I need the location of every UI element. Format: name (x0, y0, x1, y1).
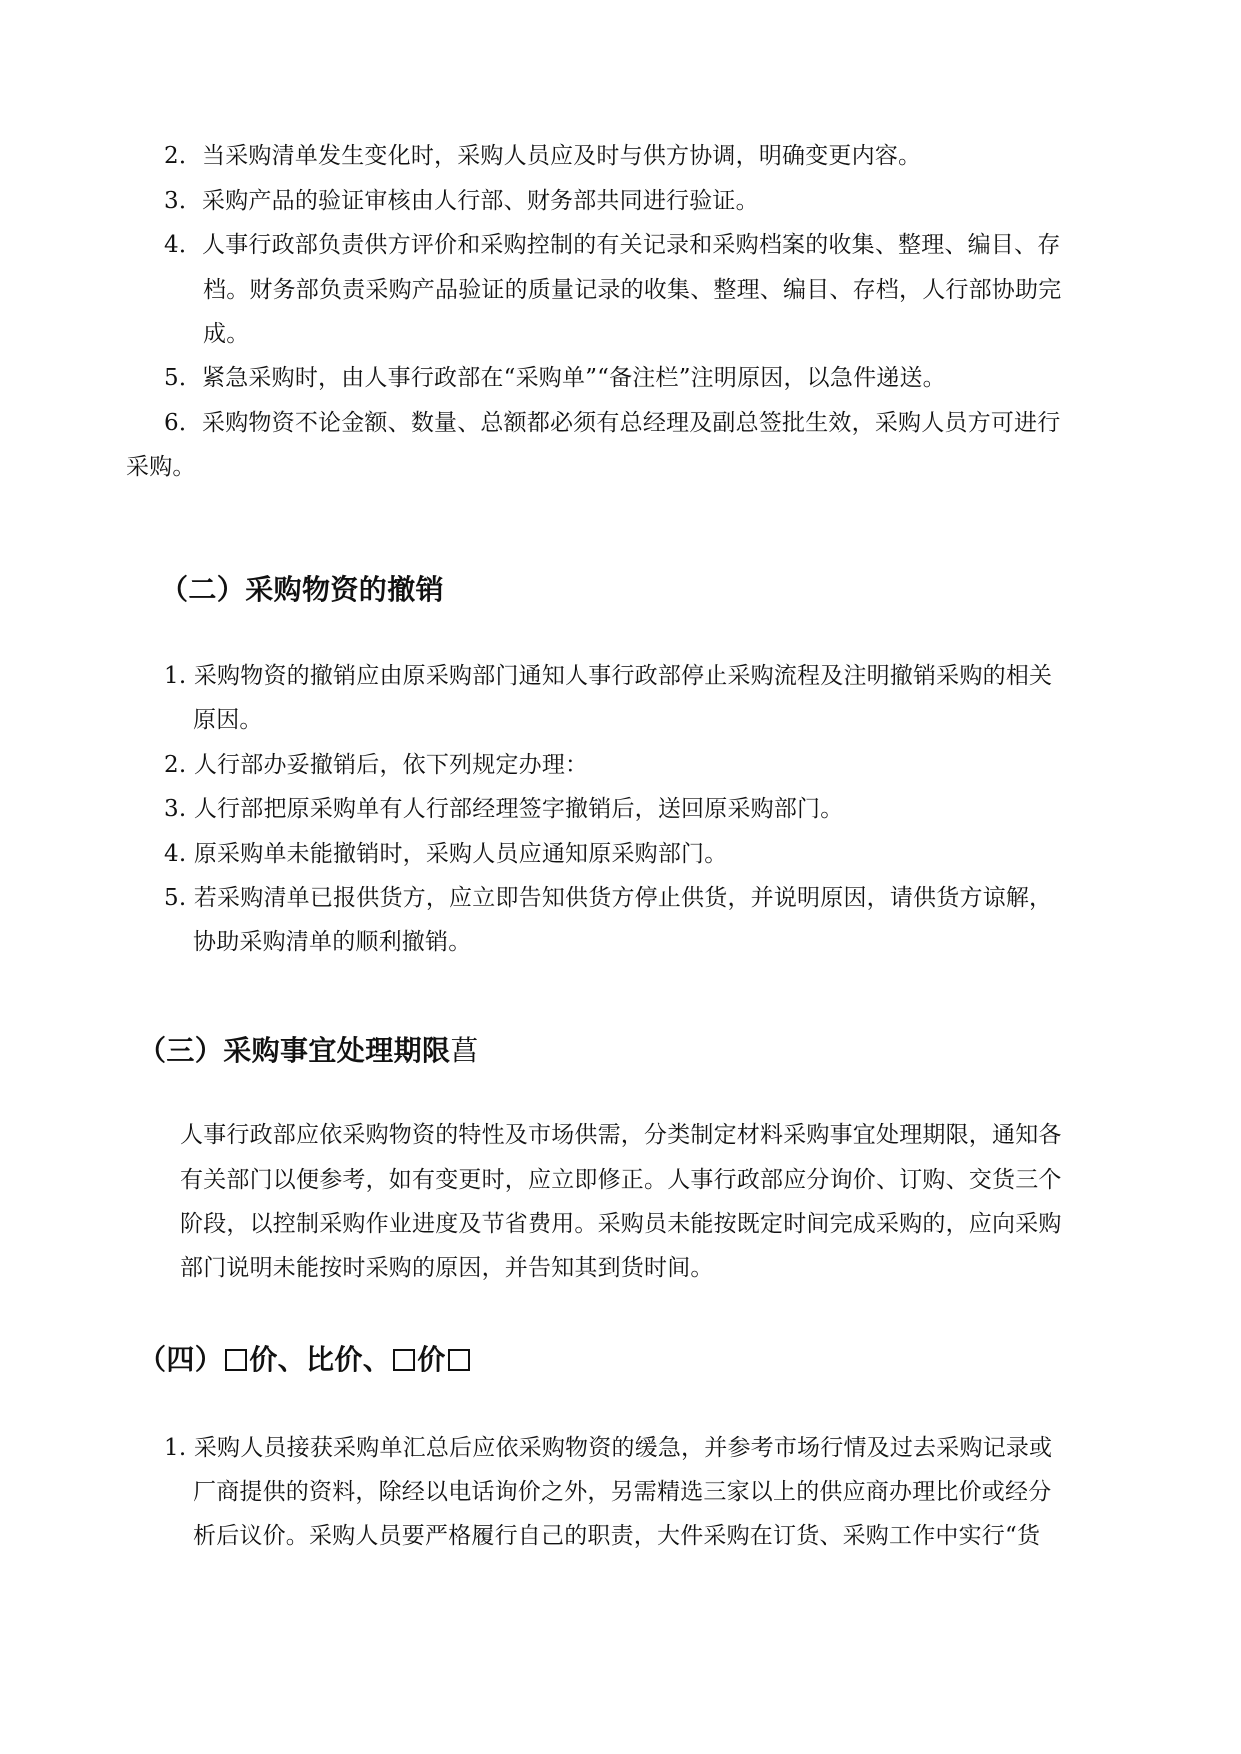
list-item-continuation: 原因。 (193, 707, 263, 733)
section-heading-3 (138, 1034, 479, 1067)
section-heading-4-middle: 价、比价、 (249, 1343, 392, 1376)
list-item: 1. 采购人员接获采购单汇总后应依采购物资的缓急，并参考市场行情及过去采购记录或 (164, 1435, 1053, 1461)
paragraph-line: 有关部门以便参考，如有变更时，应立即修正。人事行政部应分询价、订购、交货三个 (180, 1167, 1062, 1193)
list-item-continuation: 档。财务部负责采购产品验证的质量记录的收集、整理、编目、存档，人行部协助完 (203, 277, 1062, 303)
section-heading-3-extra: 菖 (450, 1034, 479, 1067)
list-item: 4．人事行政部负责供方评价和采购控制的有关记录和采购档案的收集、整理、编目、存 (164, 232, 1061, 258)
list-item: 2．当采购清单发生变化时，采购人员应及时与供方协调，明确变更内容。 (164, 143, 922, 169)
list-item-continuation: 析后议价。采购人员要严格履行自己的职责，大件采购在订货、采购工作中实行“货 (193, 1523, 1041, 1549)
list-item-continuation: 协助采购清单的顺利撤销。 (193, 929, 472, 955)
list-item-continuation: 厂商提供的资料，除经以电话询价之外，另需精选三家以上的供应商办理比价或经分 (193, 1479, 1052, 1505)
list-item-continuation: 成。 (203, 321, 250, 347)
section-heading-4 (138, 1343, 472, 1376)
list-item: 4. 原采购单未能撤销时，采购人员应通知原采购部门。 (164, 841, 728, 867)
list-item: 1. 采购物资的撤销应由原采购部门通知人事行政部停止采购流程及注明撤销采购的相关 (164, 663, 1053, 689)
section-heading-3-text: （三）采购事宜处理期限 (138, 1034, 451, 1067)
list-item-continuation: 采购。 (126, 454, 196, 480)
missing-glyph-icon (225, 1349, 247, 1371)
section-heading-4-suffix: 价 (417, 1343, 446, 1376)
paragraph-line: 部门说明未能按时采购的原因，并告知其到货时间。 (180, 1255, 714, 1281)
list-item: 5．紧急采购时，由人事行政部在“采购单”“备注栏”注明原因，以急件递送。 (164, 365, 946, 391)
list-item: 3．采购产品的验证审核由人行部、财务部共同进行验证。 (164, 188, 759, 214)
paragraph-line: 阶段，以控制采购作业进度及节省费用。采购员未能按既定时间完成采购的，应向采购 (180, 1211, 1062, 1237)
list-item: 3. 人行部把原采购单有人行部经理签字撤销后，送回原采购部门。 (164, 796, 844, 822)
list-item: 5. 若采购清单已报供货方，应立即告知供货方停止供货，并说明原因，请供货方谅解， (164, 885, 1053, 911)
list-item: 2. 人行部办妥撤销后，依下列规定办理： (164, 752, 589, 778)
missing-glyph-icon (393, 1349, 415, 1371)
paragraph-line: 人事行政部应依采购物资的特性及市场供需，分类制定材料采购事宜处理期限，通知各 (180, 1122, 1062, 1148)
list-item: 6．采购物资不论金额、数量、总额都必须有总经理及副总签批生效，采购人员方可进行 (164, 410, 1061, 436)
missing-glyph-icon (448, 1349, 470, 1371)
section-heading-2: （二）采购物资的撤销 (160, 573, 445, 606)
section-heading-4-prefix: （四） (138, 1343, 224, 1376)
